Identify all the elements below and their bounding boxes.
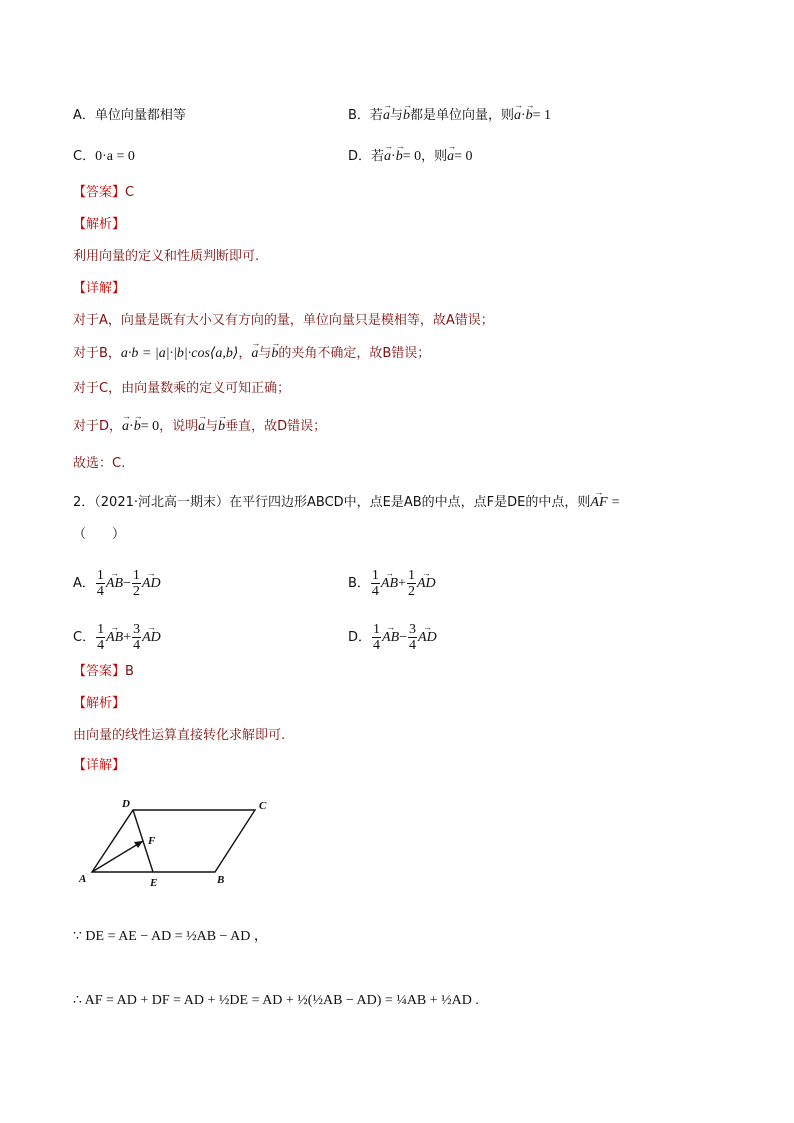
detail-c: 对于C，由向量数乘的定义可知正确； [73, 381, 291, 396]
q2-option-d: D． $\frac{1}{4}$ → AB− $\frac{3}{4}$ → AD [348, 622, 437, 653]
option-text: 都是单位向量，则 [409, 108, 514, 123]
option-text: ，则 [421, 149, 448, 164]
detail-b: 对于B，a·b = |a|·|b|·cos⟨a,b⟩，→ a与→ b的夹角不确定，故B错误； [73, 345, 430, 363]
option-text: 单位向量都相等 [94, 108, 186, 123]
solution-step-1: ∵ DE = AE − AD = ½AB − AD ， [73, 929, 268, 944]
operator: − [399, 630, 408, 645]
denominator: 4 [409, 638, 417, 653]
conclusion: 故选：C. [73, 456, 126, 471]
numerator: 3 [409, 622, 417, 637]
denominator: 4 [371, 584, 379, 599]
q1-option-d: D．若→ a·→ b= 0，则→ a= 0 [348, 148, 473, 166]
formula: = 0 [140, 419, 160, 434]
q2-option-c: C． $\frac{1}{4}$ → AB+ $\frac{3}{4}$ → AD [73, 622, 161, 653]
option-text: 若 [369, 108, 383, 123]
solution-step-2: ∴ AF = AD + DF = AD + ½DE = AD + ½(½AB − AD) = ¼AB + ½AD . [73, 993, 479, 1008]
q2-option-a: A． $\frac{1}{4}$ → AB− $\frac{1}{2}$ → AD [73, 568, 161, 599]
detail-d: 对于D，→ a·→ b= 0，说明→ a与→ b垂直，故D错误； [73, 418, 326, 436]
numerator: 1 [132, 568, 140, 583]
q1-answer [73, 184, 134, 202]
denominator: 4 [96, 584, 104, 599]
numerator: 1 [96, 568, 104, 583]
option-expr: 0·a = 0 [95, 149, 135, 164]
answer-value: B [125, 664, 134, 679]
answer-tag: 【答案】 [73, 664, 126, 679]
denominator: 2 [407, 584, 415, 599]
option-text: 与 [389, 108, 403, 123]
denominator: 4 [97, 638, 105, 653]
detail-text: ， [238, 346, 252, 361]
numerator: 1 [373, 622, 381, 637]
option-eq: = 0 [454, 149, 473, 164]
denominator: 2 [132, 584, 140, 599]
option-label: B． [348, 576, 370, 591]
detail-text: 与 [205, 419, 219, 434]
option-label: C． [73, 630, 96, 645]
option-label: A． [73, 576, 95, 591]
numerator: 1 [97, 622, 105, 637]
detail-text: 对于D， [73, 419, 123, 434]
label-f: F [148, 835, 156, 847]
detail-tag: 【详解】 [73, 758, 126, 773]
answer-blank: （ ） [73, 527, 126, 542]
option-eq: = 0 [402, 149, 422, 164]
q2-stem: 2．（2021·河北高一期末）在平行四边形ABCD中，点E是AB的中点，点F是DE的中点，则→ AF = [73, 494, 620, 512]
q1-option-a [73, 107, 186, 125]
answer-value: C [125, 185, 135, 200]
q1-option-c [73, 148, 135, 166]
detail-tag: 【详解】 [73, 281, 126, 296]
option-label: D． [348, 630, 372, 645]
option-eq: = 1 [532, 108, 552, 123]
stem-tail: = [611, 495, 620, 510]
detail-text: ，说明 [159, 419, 199, 434]
q2-answer [73, 663, 134, 681]
detail-a: 对于A，向量是既有大小又有方向的量，单位向量只是模相等，故A错误； [73, 313, 494, 328]
numerator: 3 [133, 622, 141, 637]
label-a: A [79, 873, 87, 885]
denominator: 4 [133, 638, 141, 653]
operator: + [398, 576, 406, 591]
detail-text: 的夹角不确定，故B错误； [278, 346, 431, 361]
analysis-text: 利用向量的定义和性质判断即可. [73, 249, 260, 264]
analysis-text: 由向量的线性运算直接转化求解即可. [73, 728, 286, 743]
detail-text: 垂直，故D错误； [225, 419, 327, 434]
parallelogram-figure [70, 790, 280, 895]
q2-option-b: B． $\frac{1}{4}$ → AB+ $\frac{1}{2}$ → AD [348, 568, 436, 599]
option-label: C． [73, 149, 96, 164]
option-label: B． [348, 108, 370, 123]
operator: − [123, 576, 131, 591]
option-label: D． [348, 149, 372, 164]
numerator: 1 [371, 568, 379, 583]
stem-text: 2．（2021·河北高一期末）在平行四边形ABCD中，点E是AB的中点，点F是DE的中点，则 [73, 495, 591, 510]
label-b: B [217, 874, 225, 886]
operator: + [123, 630, 132, 645]
numerator: 1 [407, 568, 415, 583]
label-c: C [259, 800, 267, 812]
label-e: E [150, 877, 158, 889]
denominator: 4 [373, 638, 381, 653]
label-d: D [122, 798, 130, 810]
option-label: A． [73, 108, 95, 123]
q1-option-b: B．若→ a与→ b都是单位向量，则→ a·→ b= 1 [348, 107, 551, 125]
option-text: 若 [371, 149, 385, 164]
detail-text: 与 [258, 346, 272, 361]
formula: a·b = |a|·|b|·cos⟨a,b⟩ [120, 346, 239, 361]
analysis-tag: 【解析】 [73, 217, 126, 232]
analysis-tag: 【解析】 [73, 696, 126, 711]
answer-tag: 【答案】 [73, 185, 126, 200]
detail-text: 对于B， [73, 346, 121, 361]
